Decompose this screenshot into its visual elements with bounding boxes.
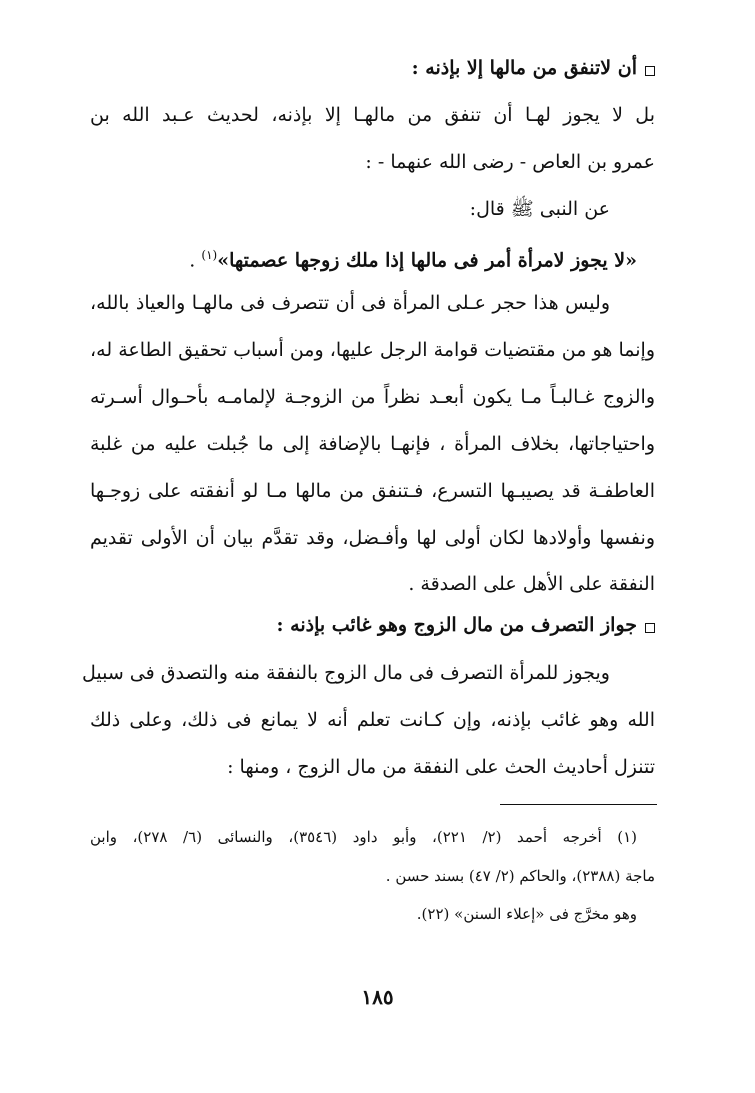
paragraph-line: النفقة على الأهل على الصدقة . bbox=[408, 573, 655, 595]
heading-text: أن لاتنفق من مالها إلا بإذنه : bbox=[411, 57, 637, 79]
hadith-text: «لا يجوز لامرأة أمر فى مالها إذا ملك زوجها عصمتها» bbox=[217, 249, 637, 272]
square-bullet-icon bbox=[645, 623, 655, 633]
footnote-ref: (١) bbox=[201, 248, 218, 262]
section-heading-absent-husband bbox=[277, 611, 656, 639]
hadith-quote bbox=[189, 241, 637, 274]
paragraph-line: وليس هذا حجر عـلى المرأة فى أن تتصرف فى مالهـا والعياذ بالله، bbox=[90, 292, 610, 314]
paragraph-line: العاطفـة قد يصيبـها التسرع، فـتنفق من مالها مـا لو أنفقته على زوجـها bbox=[90, 480, 655, 502]
paragraph-line: الله وهو غائب بإذنه، وإن كـانت تعلم أنه لا يمانع فى ذلك، وعلى ذلك bbox=[90, 709, 655, 731]
paragraph-line: والزوج غـالبـاً مـا يكون أبعـد نظراً من الزوجـة لإلمامـه بأحـوال أسـرته bbox=[90, 386, 655, 408]
paragraph-line: بل لا يجوز لهـا أن تنفق من مالهـا إلا بإذنه، لحديث عـبد الله بن bbox=[90, 104, 655, 126]
paragraph-line: تتنزل أحاديث الحث على النفقة من مال الزوج ، ومنها : bbox=[227, 756, 655, 778]
footnote-divider bbox=[500, 804, 657, 805]
paragraph-line: عمرو بن العاص - رضى الله عنهما - : bbox=[365, 151, 655, 173]
heading-text: جواز التصرف من مال الزوج وهو غائب بإذنه : bbox=[276, 614, 637, 636]
square-bullet-icon bbox=[645, 66, 655, 76]
footnote-line: ماجة (٢٣٨٨)، والحاكم (٢/ ٤٧) بسند حسن . bbox=[385, 867, 655, 885]
footnote-line: وهو مخرَّج فى «إعلاء السنن» (٢٢). bbox=[416, 905, 637, 923]
paragraph-line: واحتياجاتها، بخلاف المرأة ، فإنهـا بالإضافة إلى ما جُبلت عليه من غلبة bbox=[90, 433, 655, 455]
hadith-end: . bbox=[189, 249, 196, 272]
paragraph-line: عن النبى ﷺ قال: bbox=[469, 198, 610, 220]
paragraph-line: ونفسها وأولادها لكان أولى لها وأفـضل، وقد تقدَّم بيان أن الأولى تقديم bbox=[90, 527, 655, 549]
footnote-line: (١) أخرجه أحمد (٢/ ٢٢١)، وأبو داود (٣٥٤٦)، والنسائى (٦/ ٢٧٨)، وابن bbox=[90, 828, 638, 846]
paragraph-line: ويجوز للمرأة التصرف فى مال الزوج بالنفقة منه والتصدق فى سبيل bbox=[81, 662, 610, 684]
section-heading-spending-permission bbox=[412, 54, 655, 82]
paragraph-line: وإنما هو من مقتضيات قوامة الرجل عليها، ومن أسباب تحقيق الطاعة له، bbox=[90, 339, 655, 361]
page-number: ١٨٥ bbox=[361, 985, 394, 1009]
